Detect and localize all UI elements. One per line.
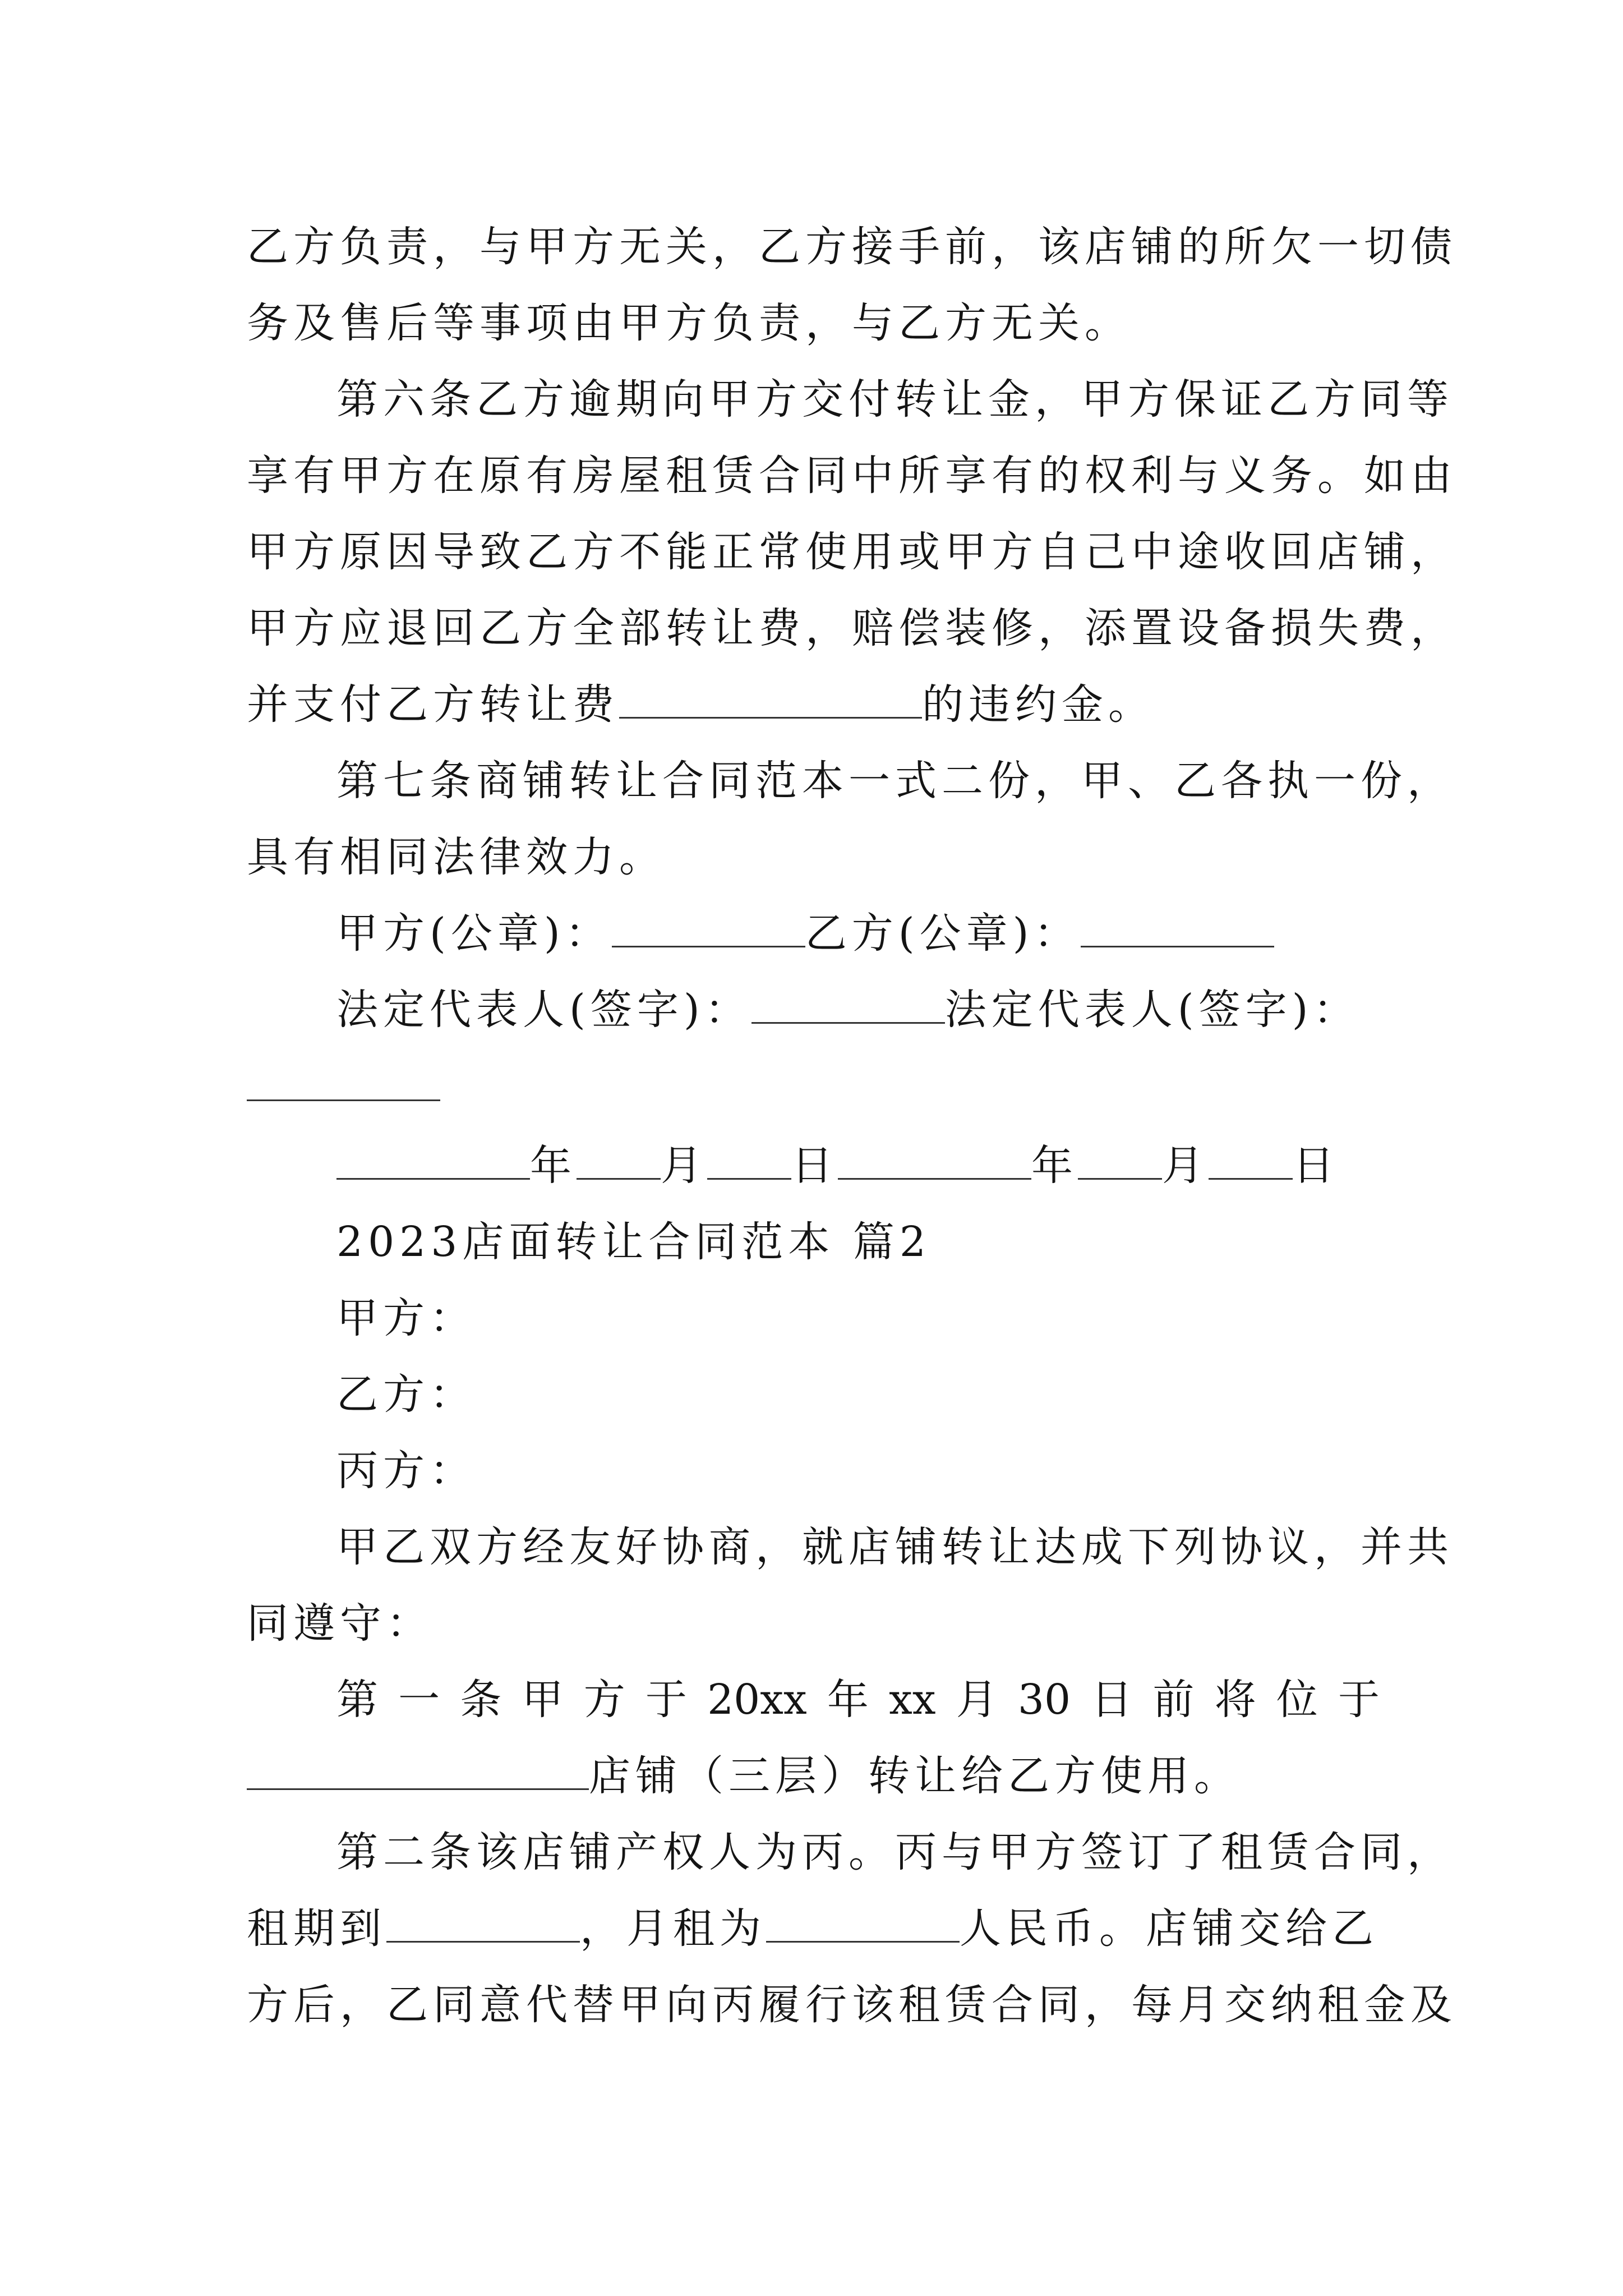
date-unit: 年 [1031,1142,1078,1190]
paragraph-line [247,665,1380,744]
date-unit: 年 [530,1142,577,1190]
paragraph-line [247,1889,1380,1968]
paragraph-line: 享有甲方在原有房屋租赁合同中所享有的权利与义务。如由 [247,452,1457,500]
fill-blank [577,1139,661,1180]
fill-blank [1081,907,1274,947]
text-segment: 并支付乙方转让费 [247,680,619,729]
text-segment: 的违约金。 [922,680,1155,729]
intro-line: 甲乙双方经友好协商，就店铺转让达成下列协议，并共 [336,1523,1454,1571]
fill-blank [766,1902,960,1943]
party-a-label: 甲方： [336,1294,476,1342]
article-2-line: 第二条该店铺产权人为丙。丙与甲方签订了租赁合同， [336,1828,1454,1876]
fill-blank [838,1139,1031,1180]
signature-line [336,970,1380,1049]
text-segment: 租期到 [247,1904,386,1953]
text-segment: 人民币。店铺交给乙 [960,1904,1378,1953]
paragraph-line: 甲方应退回乙方全部转让费，赔偿装修，添置设备损失费， [247,604,1457,652]
paragraph-line: 务及售后等事项由甲方负责，与乙方无关。 [247,299,1131,347]
party-c-label: 丙方： [336,1447,476,1495]
paragraph-line [247,1737,1380,1815]
article-1-line: 第一条甲方于20xx年xx月30日前将位于 [336,1676,1380,1724]
paragraph-line: 甲方原因导致乙方不能正常使用或甲方自己中途收回店铺， [247,528,1457,576]
party-a-representative-label: 法定代表人(签字)： [336,986,751,1034]
date-unit: 月 [661,1142,707,1190]
fill-blank [707,1139,791,1180]
date-unit: 月 [1162,1142,1209,1190]
text-segment: ，月租为 [580,1904,766,1953]
party-a-seal-label: 甲方(公章)： [336,909,612,958]
text-segment: 店铺（三层）转让给乙方使用。 [589,1752,1241,1800]
fill-blank [612,907,805,947]
article-6-line: 第六条乙方逾期向甲方交付转让金，甲方保证乙方同等 [336,375,1454,424]
fill-blank [1209,1139,1293,1180]
fill-blank [247,1749,589,1790]
fill-blank [336,1139,530,1180]
article-7-line: 第七条商铺转让合同范本一式二份，甲、乙各执一份， [336,757,1454,805]
seal-line [336,894,1380,973]
fill-blank [751,983,945,1024]
date-line [336,1126,1380,1205]
paragraph-line: 方后，乙同意代替甲向丙履行该租赁合同，每月交纳租金及 [247,1981,1457,2029]
fill-blank [386,1902,580,1943]
paragraph-line: 乙方负责，与甲方无关，乙方接手前，该店铺的所欠一切债 [247,223,1457,271]
section-heading: 2023店面转让合同范本 篇2 [336,1218,931,1266]
fill-blank [247,1099,440,1101]
date-unit: 日 [1293,1142,1339,1190]
party-b-seal-label: 乙方(公章)： [805,909,1081,958]
fill-blank [1078,1139,1162,1180]
party-b-label: 乙方： [336,1370,476,1419]
paragraph-line: 同遵守： [247,1599,433,1648]
party-b-representative-label: 法定代表人(签字)： [944,986,1360,1034]
paragraph-line: 具有相同法律效力。 [247,833,666,881]
date-unit: 日 [791,1142,838,1190]
fill-blank [619,678,922,719]
